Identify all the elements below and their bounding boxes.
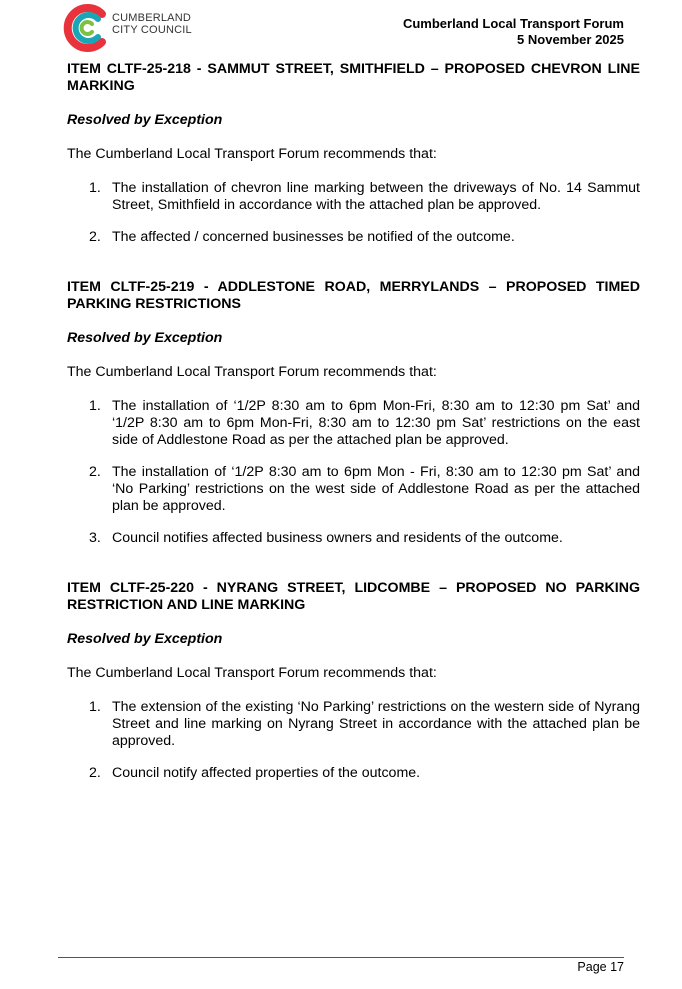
list-number: 1. <box>89 699 101 715</box>
footer-divider <box>58 957 624 958</box>
list-text: The installation of ‘1/2P 8:30 am to 6pm Mon - Fri, 8:30 am to 12:30 pm Sat’ and ‘No Parking’ restrictions on the west side of Addlestone Road as per the attached plan be approved. <box>112 464 640 514</box>
list-text: Council notify affected properties of the outcome. <box>112 765 421 781</box>
document-date: 5 November 2025 <box>517 32 624 47</box>
list-number: 1. <box>89 398 101 414</box>
item-title: ITEM CLTF-25-219 - ADDLESTONE ROAD, MERRYLANDS – PROPOSED TIMED PARKING RESTRICTIONS <box>67 279 640 312</box>
logo-line-2: CITY COUNCIL <box>112 24 192 36</box>
item-title: ITEM CLTF-25-218 - SAMMUT STREET, SMITHFIELD – PROPOSED CHEVRON LINE MARKING <box>67 61 640 94</box>
intro-text: The Cumberland Local Transport Forum recommends that: <box>67 665 437 681</box>
list-item <box>67 398 640 449</box>
logo-text <box>112 12 192 36</box>
list-number: 3. <box>89 530 101 546</box>
list-item <box>67 765 640 782</box>
list-item <box>67 229 640 246</box>
list-item <box>67 180 640 214</box>
item-title: ITEM CLTF-25-220 - NYRANG STREET, LIDCOMBE – PROPOSED NO PARKING RESTRICTION AND LINE MARKING <box>67 580 640 613</box>
page-number: Page 17 <box>577 960 624 974</box>
logo-line-1: CUMBERLAND <box>112 12 192 24</box>
list-number: 2. <box>89 765 101 781</box>
resolved-label: Resolved by Exception <box>67 330 223 346</box>
logo-c-icon <box>62 2 110 54</box>
list-item <box>67 530 640 547</box>
list-number: 1. <box>89 180 101 196</box>
list-text: The affected / concerned businesses be notified of the outcome. <box>112 229 515 245</box>
list-text: The extension of the existing ‘No Parking’ restrictions on the western side of Nyrang Street and line marking on Nyrang Street in accordance with the attached plan be approved. <box>112 699 640 749</box>
document-header <box>403 16 624 48</box>
resolved-label: Resolved by Exception <box>67 631 223 647</box>
document-body <box>67 61 640 782</box>
recommendation-list <box>67 699 640 782</box>
list-text: The installation of ‘1/2P 8:30 am to 6pm Mon-Fri, 8:30 am to 12:30 pm Sat’ and ‘1/2P 8:30 am to 6pm Mon-Fri, 8:30 am to 12:30 pm Sat’ restrictions on the east side of Addlestone Road as per the attached plan be approved. <box>112 398 640 448</box>
council-logo <box>62 2 222 54</box>
intro-text: The Cumberland Local Transport Forum recommends that: <box>67 146 437 162</box>
list-item <box>67 464 640 515</box>
list-text: Council notifies affected business owners and residents of the outcome. <box>112 530 563 546</box>
document-title: Cumberland Local Transport Forum <box>402 16 624 31</box>
recommendation-list <box>67 180 640 246</box>
recommendation-list <box>67 398 640 547</box>
list-number: 2. <box>89 229 101 245</box>
resolved-label: Resolved by Exception <box>67 112 223 128</box>
list-item <box>67 699 640 750</box>
list-text: The installation of chevron line marking between the driveways of No. 14 Sammut Street, Smithfield in accordance with the attached plan be approved. <box>112 180 640 213</box>
list-number: 2. <box>89 464 101 480</box>
intro-text: The Cumberland Local Transport Forum recommends that: <box>67 364 437 380</box>
